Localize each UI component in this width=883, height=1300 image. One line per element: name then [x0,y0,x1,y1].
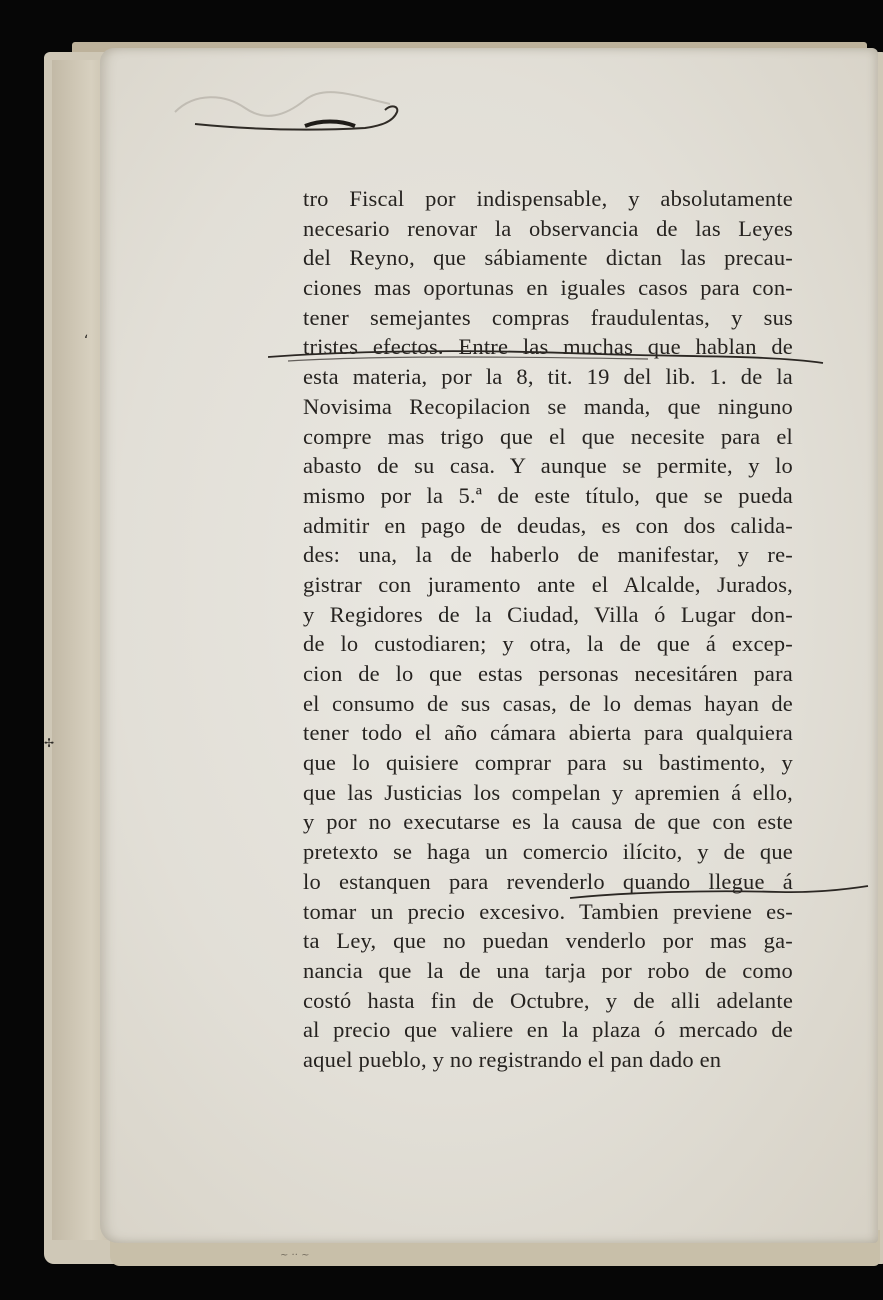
text-line: necesario renovar la observancia de las Leyes [303,215,793,241]
text-line: mismo por la 5.ª de este título, que se pueda [303,482,793,508]
margin-mark-left-2: ✢ [44,736,55,750]
text-line: tener todo el año cámara abierta para qualquiera [303,720,793,746]
text-line: admitir en pago de deudas, es con dos calida- [303,512,793,538]
text-line: y por no executarse es la causa de que con este [303,809,793,835]
text-line: gistrar con juramento ante el Alcalde, Jurados, [303,571,793,597]
text-line: tener semejantes compras fraudulentas, y sus [303,304,793,330]
text-line: tro Fiscal por indispensable, y absolutamente [303,186,793,211]
text-line: aquel pueblo, y no registrando el pan dado en [303,1046,722,1072]
text-line: ciones mas oportunas en iguales casos para con- [303,275,793,301]
text-line: nancia que la de una tarja por robo de como [303,957,793,983]
pencil-annotation [165,82,405,142]
text-line: al precio que valiere en la plaza ó mercado de [303,1017,793,1043]
text-line: el consumo de sus casas, de lo demas hayan de [303,690,793,716]
text-line: esta materia, por la 8, tit. 19 del lib. 1. de la [303,364,793,390]
text-line: que lo quisiere comprar para su bastimento, y [303,750,793,776]
text-line: tristes efectos. Entre las muchas que hablan de [303,334,793,360]
text-line: cion de lo que estas personas necesitáren para [303,661,793,686]
text-line: lo estanquen para revenderlo quando llegue á [303,868,793,894]
margin-mark-left: ʻ [84,333,89,349]
text-line: compre mas trigo que el que necesite para el [303,423,793,449]
text-line: abasto de su casa. Y aunque se permite, y lo [303,453,793,479]
text-line: tomar un precio excesivo. Tambien previene es- [303,898,793,924]
text-line: que las Justicias los compelan y apremien á ello, [303,779,793,805]
text-line: del Reyno, que sábiamente dictan las precau- [303,245,793,271]
text-line: costó hasta fin de Octubre, y de alli adelante [303,987,793,1013]
text-line: pretexto se haga un comercio ilícito, y de que [303,839,793,865]
ink-underline-stroke [268,345,828,375]
document-text [303,184,793,1075]
text-line: des: una, la de haberlo de manifestar, y re- [303,542,793,568]
text-line: Novisima Recopilacion se manda, que ninguno [303,393,793,419]
ink-underline-stroke-2 [570,880,870,910]
text-line: ta Ley, que no puedan venderlo por mas ga- [303,928,793,954]
text-line: de lo custodiaren; y otra, la de que á excep- [303,631,793,657]
footer-scribble: ~ ·· ~ [280,1250,310,1261]
text-line: y Regidores de la Ciudad, Villa ó Lugar don- [303,601,793,627]
